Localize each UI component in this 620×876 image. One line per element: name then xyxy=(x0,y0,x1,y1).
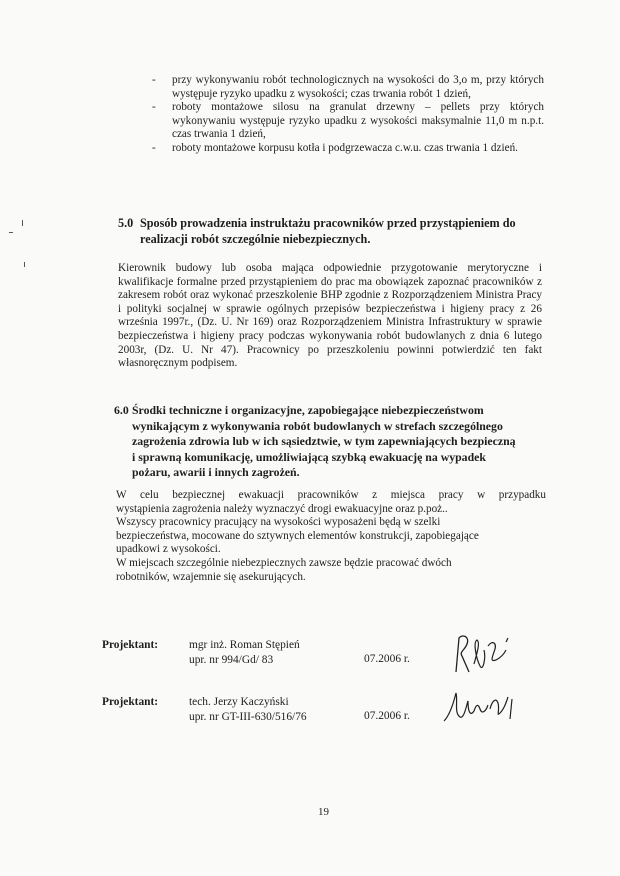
list-item: - przy wykonywaniu robót technologicznych na wysokości do 3,o m, przy których występuje ryzyko upadku z wysokości; czas trwania robót 1 dzień, xyxy=(152,74,544,100)
signature-block-2 xyxy=(102,695,532,735)
signature-block-1 xyxy=(102,638,532,678)
bullet-list xyxy=(152,74,544,156)
section-6-paragraph xyxy=(116,489,546,584)
section-number: 6.0 xyxy=(114,403,129,417)
page-number: 19 xyxy=(318,806,329,818)
scan-mark xyxy=(24,262,25,267)
designer-name: mgr inż. Roman Stępień xyxy=(189,639,300,651)
text-line: upadkowi z wysokości. xyxy=(116,543,221,556)
text-line: bezpieczeństwa, mocowane do sztywnych elementów konstrukcji, zapobiegające xyxy=(116,529,479,542)
text-line: Wszyscy pracownicy pracujący na wysokości wyposażeni będą w szelki xyxy=(116,516,441,529)
section-number: 5.0 xyxy=(118,216,134,230)
designer-registration: upr. nr GT-III-630/516/76 xyxy=(189,711,307,723)
heading-line: pożaru, awarii i innych zagrożeń. xyxy=(132,465,300,480)
text-line: robotników, wzajemnie się asekurujących. xyxy=(116,570,306,583)
heading-line: Środki techniczne i organizacyjne, zapobiegające niebezpieczeństwom xyxy=(132,403,484,417)
designer-label: Projektant: xyxy=(102,639,159,651)
heading-line: Sposób prowadzenia instruktażu pracowników przed przystąpieniem do xyxy=(140,216,516,230)
designer-registration: upr. nr 994/Gd/ 83 xyxy=(189,654,274,666)
heading-line: zagrożenia zdrowia lub w ich sąsiedztwie, w tym zapewniających bezpieczną xyxy=(132,434,516,449)
section-5-paragraph: Kierownik budowy lub osoba mająca odpowiednie przygotowanie merytoryczne i kwalifikacje formalne przed przystąpieniem do prac ma obowiązek zapoznać pracowników z zakresem robót oraz wykonać przeszkolenie BHP zgodnie z Rozporządzeniem Ministra Pracy i polityki socjalnej w sprawie ogólnych przepisów bezpieczeństwa i higieny pracy z 26 września 1997r., (Dz. U. Nr 169) oraz Rozporządzeniem Ministra Infrastruktury w sprawie bezpieczeństwa i higieny pracy podczas wykonywania robót budowlanych z dnia 6 lutego 2003r, (Dz. U. Nr 47). Pracownicy po przeszkoleniu powinni potwierdzić ten fakt własnoręcznym podpisem. xyxy=(118,262,542,370)
list-item: - roboty montażowe silosu na granulat drzewny – pellets przy których wykonywaniu występuje ryzyko upadku z wysokości maksymalnie 11,0 m n.p.t. czas trwania 1 dzień, xyxy=(152,101,544,141)
signature-date: 07.2006 r. xyxy=(364,710,410,722)
text-line: W miejscach szczególnie niebezpiecznych zawsze będzie pracować dwóch xyxy=(116,556,452,569)
designer-name: tech. Jerzy Kaczyński xyxy=(189,696,289,708)
list-item: - roboty montażowe korpusu kotła i podgrzewacza c.w.u. czas trwania 1 dzień. xyxy=(152,141,518,154)
text-line: wystąpienia zagrożenia należy wyznaczyć drogi ewakuacyjne oraz p.poż.. xyxy=(116,502,448,515)
text-line: W celu bezpiecznej ewakuacji pracowników z miejsca pracy w przypadku xyxy=(116,489,546,501)
section-6-heading xyxy=(114,403,548,481)
handwritten-signature xyxy=(450,632,512,676)
designer-label: Projektant: xyxy=(102,696,159,708)
scan-mark xyxy=(9,232,13,233)
signature-date: 07.2006 r. xyxy=(364,653,410,665)
scan-mark xyxy=(22,220,23,226)
handwritten-signature xyxy=(440,687,518,729)
heading-line: i sprawną komunikację, umożliwiającą szybką ewakuację na wypadek xyxy=(132,449,486,464)
section-5-heading xyxy=(118,215,548,247)
heading-line: realizacji robót szczególnie niebezpiecznych. xyxy=(140,232,371,246)
heading-line: wynikającym z wykonywania robót budowlanych w strefach szczególnego xyxy=(132,418,503,433)
